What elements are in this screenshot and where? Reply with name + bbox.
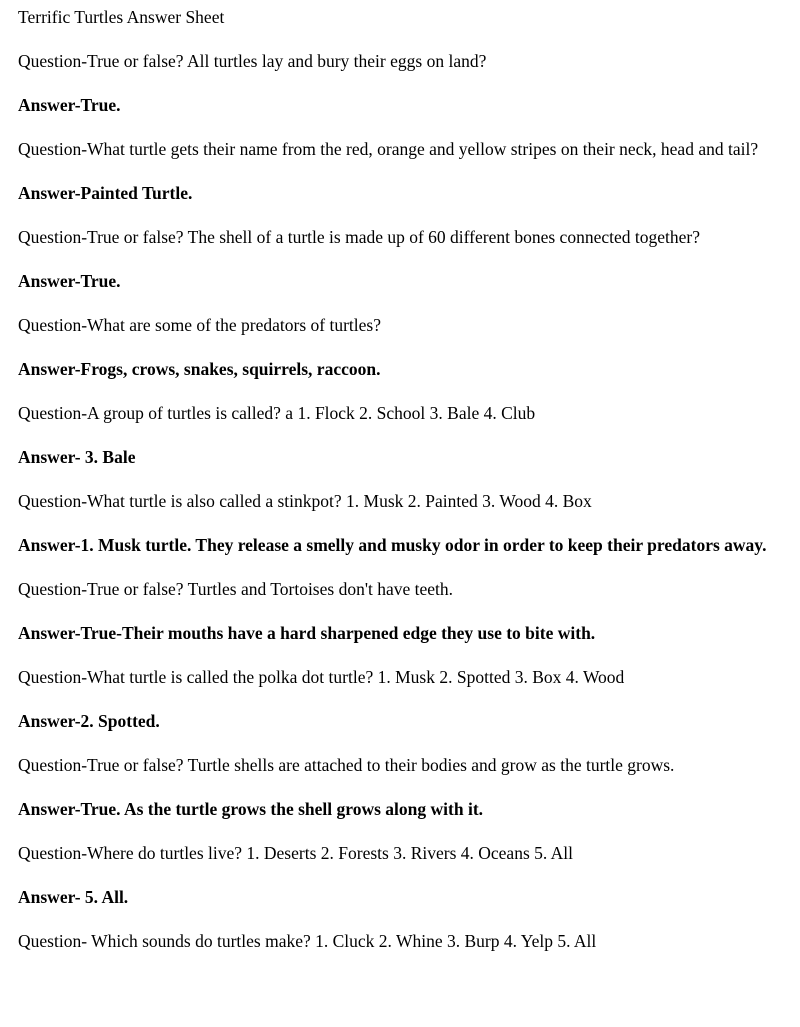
answer-1: Answer-True. (18, 95, 121, 115)
question-4: Question-What are some of the predators of turtles? (18, 315, 381, 335)
answer-8: Answer-2. Spotted. (18, 711, 160, 731)
answer-9: Answer-True. As the turtle grows the shell grows along with it. (18, 799, 484, 819)
question-7: Question-True or false? Turtles and Tortoises don't have teeth. (18, 579, 453, 599)
question-6: Question-What turtle is also called a stinkpot? 1. Musk 2. Painted 3. Wood 4. Box (18, 491, 592, 511)
question-9: Question-True or false? Turtle shells are attached to their bodies and grow as the turtle grows. (18, 755, 675, 775)
question-2: Question-What turtle gets their name from the red, orange and yellow stripes on their neck, head and tail? (18, 139, 759, 159)
answer-5: Answer- 3. Bale (18, 447, 136, 467)
answer-7: Answer-True-Their mouths have a hard sharpened edge they use to bite with. (18, 623, 596, 643)
question-8: Question-What turtle is called the polka dot turtle? 1. Musk 2. Spotted 3. Box 4. Wood (18, 667, 625, 687)
question-10: Question-Where do turtles live? 1. Deserts 2. Forests 3. Rivers 4. Oceans 5. All (18, 843, 574, 863)
page-title: Terrific Turtles Answer Sheet (18, 7, 225, 27)
answer-10: Answer- 5. All. (18, 887, 129, 907)
answer-3: Answer-True. (18, 271, 121, 291)
question-5: Question-A group of turtles is called? a 1. Flock 2. School 3. Bale 4. Club (18, 403, 536, 423)
question-1: Question-True or false? All turtles lay and bury their eggs on land? (18, 51, 487, 71)
answer-4: Answer-Frogs, crows, snakes, squirrels, raccoon. (18, 359, 381, 379)
answer-6: Answer-1. Musk turtle. They release a smelly and musky odor in order to keep their predators away. (18, 535, 767, 555)
question-3: Question-True or false? The shell of a turtle is made up of 60 different bones connected together? (18, 227, 700, 247)
answer-2: Answer-Painted Turtle. (18, 183, 193, 203)
question-11: Question- Which sounds do turtles make? 1. Cluck 2. Whine 3. Burp 4. Yelp 5. All (18, 931, 597, 951)
